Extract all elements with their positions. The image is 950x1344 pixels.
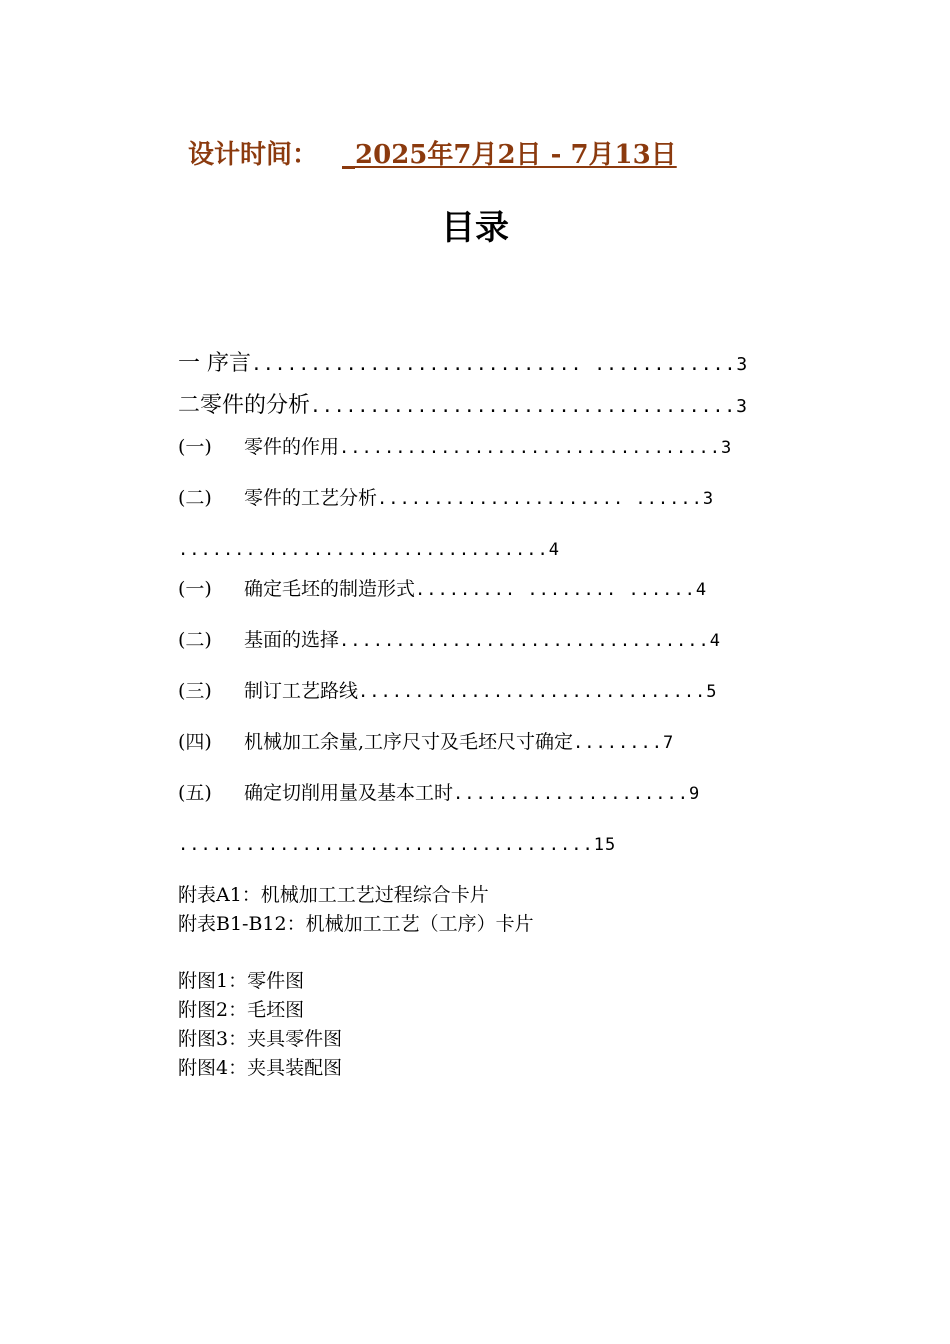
toc-entry-number: (五) [178,782,212,804]
toc-entry-number: (三) [178,680,212,702]
toc-leader-dots: ............................... [358,682,707,702]
toc-entry-text: 基面的选择 [244,629,340,651]
design-time-line [188,135,677,175]
toc-entry-text: 制订工艺路线 [244,680,359,702]
toc-entry-text: 零件的工艺分析 [244,487,378,509]
design-time-label: 设计时间： [188,140,319,170]
appendix-figure-item: 附图2：毛坯图 [178,999,305,1021]
toc-entry-text: 机械加工余量,工序尺寸及毛坯尺寸确定 [244,731,574,753]
toc-entry-text: 二零件的分析 [178,393,311,418]
toc-entry-part-analysis[interactable] [178,392,748,421]
toc-entry-number: (一) [178,578,212,600]
toc-entry-allowance-dimensions[interactable] [178,728,674,757]
toc-leader-dots: .................................. [339,438,722,458]
toc-entry-number: (二) [178,629,212,651]
toc-leader-dots: ................................. [339,631,710,651]
toc-page-number: 3 [736,354,749,375]
toc-entry-text: 确定切削用量及基本工时 [244,782,454,804]
toc-page-number: 9 [688,784,701,804]
toc-page-number: 15 [593,835,617,855]
toc-entry-number: (二) [178,487,212,509]
toc-leader-dots: ................................. [178,540,549,560]
toc-leader-dots: ..................... [453,784,689,804]
toc-entry-text: 零件的作用 [244,436,340,458]
toc-entry-datum-selection[interactable] [178,626,721,655]
toc-page-number: 4 [695,580,708,600]
toc-leader-dots: ........ [573,733,663,753]
toc-page-number: 5 [706,682,718,702]
toc-entry-cutting-parameters[interactable] [178,779,700,808]
toc-entry-blank-form[interactable] [178,575,707,604]
appendix-figure-item: 附图3：夹具零件图 [178,1028,343,1050]
appendix-table-item: 附表B1-B12：机械加工工艺（工序）卡片 [178,913,534,935]
toc-entry-leader-only[interactable] [178,535,560,564]
design-time-value: _2025年7月2日 - 7月13日 [342,140,677,170]
toc-page-number: 3 [721,438,733,458]
toc-entry-text: 确定毛坯的制造形式 [244,578,416,600]
toc-leader-dots: ...................... ...... [377,489,703,509]
toc-leader-dots: ..................................... [178,835,594,855]
toc-entry-number: (四) [178,731,212,753]
appendix-figure-item: 附图4：夹具装配图 [178,1057,343,1079]
toc-entry-leader-only[interactable] [178,830,616,859]
toc-page-number: 3 [702,489,715,509]
toc-page-number: 3 [736,396,748,417]
toc-entry-process-route[interactable] [178,677,718,706]
toc-entry-text: 一 序言 [178,351,251,376]
toc-leader-dots: ......... ........ ...... [415,580,696,600]
appendix-table-item: 附表A1：机械加工工艺过程综合卡片 [178,884,489,906]
toc-leader-dots: .................................... [310,396,737,417]
toc-entry-process-analysis[interactable] [178,484,714,513]
toc-entry-part-function[interactable] [178,433,732,462]
toc-entry-preface[interactable] [178,350,748,379]
appendix-figure-item: 附图1：零件图 [178,970,305,992]
toc-entry-number: (一) [178,436,212,458]
toc-page-number: 4 [709,631,722,651]
toc-title: 目录 [441,208,509,248]
toc-page-number: 4 [548,540,561,560]
toc-page-number: 7 [662,733,675,753]
toc-leader-dots: ............................ ............ [251,354,737,375]
